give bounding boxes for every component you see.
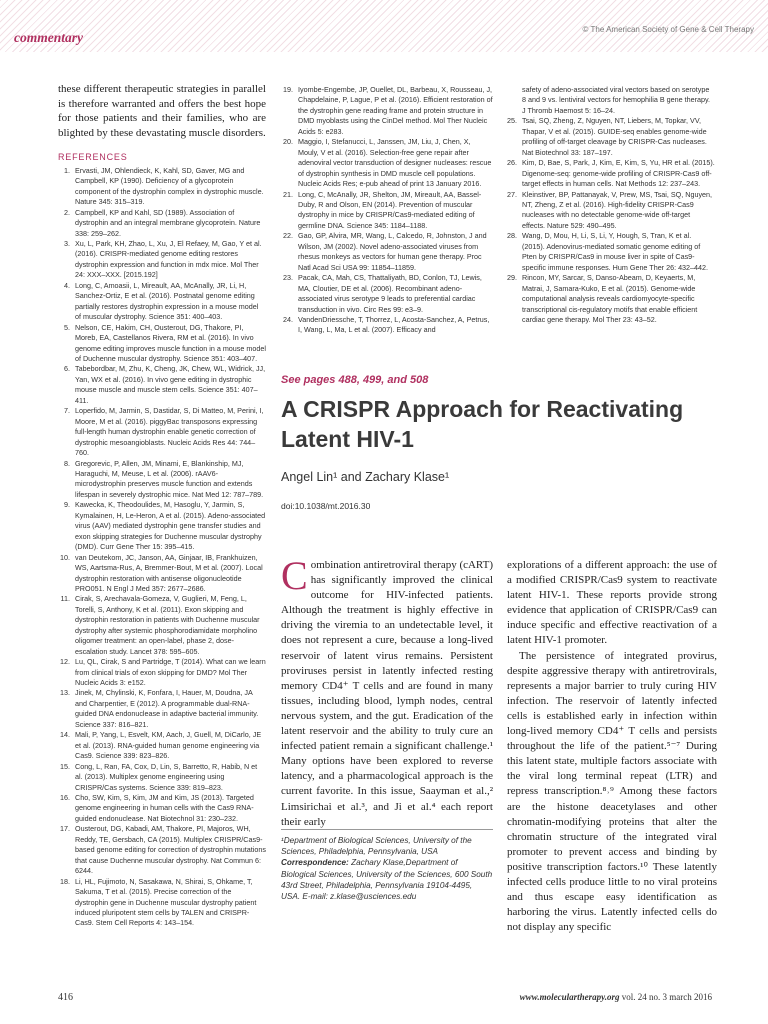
- reference-number: 6.: [64, 364, 70, 374]
- reference-number: 14.: [60, 730, 70, 740]
- reference-number: 9.: [64, 500, 70, 510]
- correspondence-text: Zachary Klase,Department of Biological Sciences, University of the Sciences, 600 South 43rd Street, Philadelphia, Pennsylvania 19104-4495, USA. E-mail: z.klase@usciences.edu: [281, 858, 493, 902]
- reference-item: [281, 315, 493, 336]
- intro-paragraph: these different therapeutic strategies in parallel is therefore warranted and offers the best hope for those patients and their families, who are blighted by these devastating muscle disorders.: [58, 83, 266, 139]
- reference-item: [58, 762, 266, 793]
- affiliation-text: ¹Department of Biological Sciences, University of the Sciences, Philadelphia, Pennsylvania, USA: [281, 836, 472, 857]
- reference-item: [281, 231, 493, 273]
- body-paragraph-1-text: ombination antiretroviral therapy (cART) has significantly improved the clinical outcome for HIV-infected patients. Although the treatment is highly effective in driving the viremia to an undetectable level, it does not represent a cure, because a long-lived reservoir of latent virus remains. Persistent proviruses persist in latently infected resting memory CD4⁺ T cells and are found in many tissues, including blood, lymph nodes, central nervous system, and the gut. Eradication of the latent reservoir and the ability to truly cure an infected patient remain a significant challenge.¹ Many options have been explored to reverse latency, and a pharmacological approach is the current favorite. In this issue, Saayman et al.,² Limsirichai et al.³, and Ji et al.⁴ each report their early: [281, 559, 493, 828]
- correspondence-label: Correspondence:: [281, 858, 349, 868]
- reference-text: Lu, QL, Cirak, S and Partridge, T (2014). What can we learn from clinical trials of exon skipping for DMD? Mol Ther Nucleic Acids 3: e152.: [75, 657, 266, 688]
- reference-item: [58, 730, 266, 761]
- reference-number: 16.: [60, 793, 70, 803]
- body-column-left: [281, 553, 493, 830]
- reference-item: [58, 166, 266, 208]
- reference-number: [505, 85, 522, 116]
- reference-item: [58, 824, 266, 876]
- reference-item: [505, 231, 715, 273]
- reference-number: 10.: [60, 552, 70, 562]
- reference-text: Cirak, S, Arechavala-Gomeza, V, Guglieri, M, Feng, L, Torelli, S, Anthony, K et al. (2011). Exon skipping and dystrophin restoration in patients with Duchenne muscular dystrophy after systemic phosphorodiamidate morpholino oligomer treatment: an open-label, phase 2, dose-escalation study. Lancet 378: 595–605.: [75, 594, 260, 656]
- reference-item: [58, 877, 266, 929]
- reference-number: 26.: [507, 158, 517, 168]
- middle-reference-column: [281, 85, 493, 336]
- reference-number: 11.: [60, 594, 70, 604]
- drop-cap: C: [281, 553, 308, 598]
- reference-text: Campbell, KP and Kahl, SD (1989). Association of dystrophin and an integral membrane glycoprotein. Nature 338: 259–262.: [75, 207, 261, 238]
- reference-item: [58, 406, 266, 458]
- body-paragraph-3: The persistence of integrated provirus, despite aggressive therapy with antiretrovirals, represents a major barrier to truly curing HIV infection. The reservoir of latently infected cells is established early in infection within long-lived memory CD4⁺ T cells and persists throughout the life of the patient.⁵⁻⁷ During this latent state, multiple factors associate with the viral long terminal repeat (LTR) and repress transcription.⁸˒⁹ Among these factors are the histone deacetylases and other chromatin-modifying proteins that alter the chromatin structure of the integrated viral promoter to prevent access and binding by positive transcription factors.¹⁰ These latently infected cells produce little to no viral proteins and thus escape easy identification as harboring the virus. Latently infected cells do not display any specific: [507, 649, 717, 934]
- reference-text: Xu, L, Park, KH, Zhao, L, Xu, J, El Refaey, M, Gao, Y et al. (2016). CRISPR-mediated genome editing restores dystrophin expression and function in mdx mice. Mol Ther 24: XXX–XXX. [2015.192]: [75, 239, 262, 280]
- reference-text: Mali, P, Yang, L, Esvelt, KM, Aach, J, Guell, M, DiCarlo, JE et al. (2013). RNA-guided human genome engineering via Cas9. Science 339: 823–826.: [75, 730, 262, 761]
- body-paragraph-1: [281, 553, 493, 830]
- reference-number: 7.: [64, 406, 70, 416]
- reference-number: 15.: [60, 761, 70, 771]
- reference-text: Kawecka, K, Theodoulides, M, Hasoglu, Y, Jarmin, S, Kymalainen, H, Le-Heron, A et al. (2015). Adeno-associated virus (AAV) mediated dystrophin gene transfer studies and exon skipping strategies for Duchenne muscular dystrophy (DMD). Curr Gene Ther 15: 395–415.: [75, 500, 266, 552]
- reference-item: [58, 688, 266, 730]
- reference-item: [58, 323, 266, 365]
- reference-text: Tsai, SQ, Zheng, Z, Nguyen, NT, Liebers, M, Topkar, VV, Thapar, V et al. (2015). GUIDE-seq enables genome-wide profiling of off-target cleavage by CRISPR-Cas nucleases. Nat Biotechnol 33: 187–197.: [522, 116, 707, 157]
- reference-text: Li, HL, Fujimoto, N, Sasakawa, N, Shirai, S, Ohkame, T, Sakuma, T et al. (2015). Precise correction of the dystrophin gene in Duchenne muscular dystrophy patient induced pluripotent stem cells by TALEN and CRISPR-Cas9. Stem Cell Reports 4: 143–154.: [75, 876, 257, 928]
- reference-number: 22.: [283, 231, 293, 241]
- page-number: 416: [58, 992, 73, 1003]
- reference-item: [58, 281, 266, 323]
- reference-text: Nelson, CE, Hakim, CH, Ousterout, DG, Thakore, PI, Moreb, EA, Castellanos Rivera, RM et al. (2016). In vivo genome editing improves muscle function in a mouse model of Duchenne muscular dystrophy. Science 351: 403–407.: [75, 322, 266, 363]
- reference-text: Kleinstiver, BP, Pattanayak, V, Prew, MS, Tsai, SQ, Nguyen, NT, Zheng, Z et al. (2016). High-fidelity CRISPR-Cas9 nucleases with no detectable genome-wide off-target effects. Nature 529: 490–495.: [522, 189, 713, 230]
- references-heading: REFERENCES: [58, 152, 128, 163]
- reference-item: [58, 364, 266, 406]
- reference-number: 8.: [64, 458, 70, 468]
- reference-text: Maggio, I, Stefanucci, L, Janssen, JM, Liu, J, Chen, X, Mouly, V et al. (2016). Selection-free gene repair after adenoviral vector transduction of designer nucleases: rescue of dystrophin synthesis in DMD muscle cell populations. Nucleic Acids Res; e-pub ahead of print 13 January 2016.: [298, 137, 492, 189]
- reference-text: Tabebordbar, M, Zhu, K, Cheng, JK, Chew, WL, Widrick, JJ, Yan, WX et al. (2016). In vivo gene editing in dystrophic mouse muscle and muscle stem cells. Science 351: 407–411.: [75, 364, 266, 405]
- reference-number: 29.: [507, 273, 517, 283]
- reference-item: [58, 459, 266, 501]
- reference-number: 5.: [64, 322, 70, 332]
- reference-number: 1.: [64, 165, 70, 175]
- reference-list-2: [281, 85, 493, 336]
- copyright-notice: © The American Society of Gene & Cell Therapy: [582, 25, 754, 34]
- reference-item: [505, 116, 715, 158]
- reference-item: [505, 273, 715, 325]
- right-reference-column: [505, 85, 715, 325]
- reference-text: Long, C, McAnally, JR, Shelton, JM, Mireault, AA, Bassel-Duby, R and Olson, EN (2014). Prevention of muscular dystrophy in mice by CRISPR/Cas9-mediated editing of germline DNA. Science 345: 1184–1188.: [298, 189, 482, 230]
- reference-number: 21.: [283, 189, 293, 199]
- reference-text: Jinek, M, Chylinski, K, Fonfara, I, Hauer, M, Doudna, JA and Charpentier, E (2012). A programmable dual-RNA-guided DNA endonuclease in adaptive bacterial immunity. Science 337: 816–821.: [75, 688, 259, 729]
- reference-item: [505, 85, 715, 116]
- reference-number: 13.: [60, 688, 70, 698]
- footnote-divider: [281, 829, 493, 830]
- reference-item: [58, 657, 266, 688]
- journal-footer: [520, 992, 712, 1002]
- reference-item: [58, 793, 266, 824]
- reference-number: 4.: [64, 280, 70, 290]
- reference-text: Cho, SW, Kim, S, Kim, JM and Kim, JS (2013). Targeted genome engineering in human cells with the Cas9 RNA-guided endonuclease. Nat Biotechnol 31: 230–232.: [75, 793, 254, 823]
- reference-text: safety of adeno-associated viral vectors based on serotype 8 and 9 vs. lentiviral vectors for hemophilia B gene therapy. J Thromb Haemost 5: 16–24.: [522, 85, 711, 115]
- author-affiliation: [281, 835, 493, 902]
- issue-info: vol. 24 no. 3 march 2016: [621, 992, 712, 1002]
- reference-text: van Deutekom, JC, Janson, AA, Ginjaar, IB, Frankhuizen, WS, Aartsma-Rus, A, Bremmer-Bout, M et al. (2007). Local dystrophin restoration with antisense oligonucleotide PRO051. N Engl J Med 357: 2677–2686.: [75, 552, 263, 593]
- reference-item: [58, 208, 266, 239]
- reference-list-3: [505, 85, 715, 325]
- reference-item: [281, 137, 493, 189]
- journal-url[interactable]: www.moleculartherapy.org: [519, 992, 620, 1002]
- reference-item: [281, 85, 493, 137]
- reference-number: 12.: [60, 657, 70, 667]
- reference-text: Kim, D, Bae, S, Park, J, Kim, E, Kim, S, Yu, HR et al. (2015). Digenome-seq: genome-wide profiling of CRISPR-Cas9 off-target effects in human cells. Nat Methods 12: 237–243.: [522, 158, 715, 189]
- reference-number: 17.: [60, 824, 70, 834]
- reference-text: VandenDriessche, T, Thorrez, L, Acosta-Sanchez, A, Petrus, I, Wang, L, Ma, L et al. (2007). Efficacy and: [298, 314, 490, 335]
- correspondence-block: [281, 857, 493, 902]
- reference-number: 18.: [60, 876, 70, 886]
- reference-number: 20.: [283, 137, 293, 147]
- reference-number: 25.: [507, 116, 517, 126]
- article-title: A CRISPR Approach for Reactivating Latent HIV-1: [281, 396, 684, 452]
- see-pages-link[interactable]: See pages 488, 499, and 508: [281, 374, 429, 386]
- reference-number: 19.: [283, 85, 293, 94]
- reference-number: 23.: [283, 273, 293, 283]
- reference-item: [58, 500, 266, 552]
- body-paragraph-2: explorations of a different approach: the use of a modified CRISPR/Cas9 system to reactivate latent HIV-1. These reports provide strong evidence that application of CRISPR/Cas9 can induce specific and effective reactivation of a latent HIV-1 promoter.: [507, 559, 717, 647]
- body-column-right: [507, 558, 717, 935]
- section-label: commentary: [14, 30, 83, 45]
- reference-item: [505, 190, 715, 232]
- reference-number: 27.: [507, 189, 517, 199]
- reference-number: 3.: [64, 239, 70, 248]
- reference-item: [281, 190, 493, 232]
- reference-number: 24.: [283, 314, 293, 324]
- reference-text: Iyombe-Engembe, JP, Ouellet, DL, Barbeau, X, Rousseau, J, Chapdelaine, P, Lague, P et al. (2016). Efficient restoration of the dystrophin gene reading frame and protein structure in DMD myoblasts using the CinDel method. Mol Ther Nucleic Acids 5: e283.: [298, 85, 493, 136]
- reference-text: Gao, GP, Alvira, MR, Wang, L, Calcedo, R, Johnston, J and Wilson, JM (2002). Novel adeno-associated viruses from rhesus monkeys as vectors for human gene therapy. Proc Natl Acad Sci USA 99: 11854–11859.: [298, 231, 487, 272]
- reference-number: 2.: [64, 207, 70, 217]
- reference-text: Rincon, MY, Sarcar, S, Danso-Abeam, D, Keyaerts, M, Matrai, J, Samara-Kuko, E et al. (2015). Genome-wide computational analysis reveals cardiomyocyte-specific transcriptional cis-regulatory motifs that enable efficient cardiac gene therapy. Mol Ther 23: 43–52.: [522, 273, 698, 324]
- reference-text: Ervasti, JM, Ohlendieck, K, Kahl, SD, Gaver, MG and Campbell, KP (1990). Deficiency of a glycoprotein component of the dystrophin complex in dystrophic muscle. Nature 345: 315–319.: [75, 165, 264, 207]
- reference-text: Gregorevic, P, Allen, JM, Minami, E, Blankinship, MJ, Haraguchi, M, Meuse, L et al. (2006). rAAV6-microdystrophin preserves muscle function and extends lifespan in severely dystrophic mice. Nat Med 12: 787–789.: [75, 458, 264, 499]
- article-authors: Angel Lin¹ and Zachary Klase¹: [281, 470, 450, 484]
- reference-text: Wang, D, Mou, H, Li, S, Li, Y, Hough, S, Tran, K et al. (2015). Adenovirus-mediated somatic genome editing of Pten by CRISPR/Cas9 in mouse liver in spite of Cas9-specific immune responses. Hum Gene Ther 26: 432–442.: [522, 231, 709, 272]
- reference-text: Long, C, Amoasii, L, Mireault, AA, McAnally, JR, Li, H, Sanchez-Ortiz, E et al. (2016). Postnatal genome editing partially restores dystrophin expression in a mouse model of muscular dystrophy. Science 351: 400–403.: [75, 280, 259, 322]
- reference-text: Pacak, CA, Mah, CS, Thattaliyath, BD, Conlon, TJ, Lewis, MA, Cloutier, DE et al. (2006). Recombinant adeno-associated virus serotype 9 leads to preferential cardiac transduction in vivo. Circ Res 99: e3–9.: [298, 273, 482, 314]
- left-column: [58, 82, 266, 929]
- reference-text: Cong, L, Ran, FA, Cox, D, Lin, S, Barretto, R, Habib, N et al. (2013). Multiplex genome engineering using CRISPR/Cas systems. Science 339: 819–823.: [75, 761, 258, 792]
- reference-item: [505, 158, 715, 189]
- reference-text: Loperfido, M, Jarmin, S, Dastidar, S, Di Matteo, M, Perini, I, Moore, M et al. (2016). piggyBac transposons expressing full-length human dystrophin enable genetic correction of dystrophic mesoangioblasts. Nucleic Acids Res 44: 744–760.: [75, 406, 264, 458]
- reference-number: 28.: [507, 231, 517, 241]
- reference-text: Ousterout, DG, Kabadi, AM, Thakore, PI, Majoros, WH, Reddy, TE, Gersbach, CA (2015). Multiplex CRISPR/Cas9-based genome editing for correction of dystrophin mutations that cause Duchenne muscular dystrophy. Nat Commun 6: 6244.: [75, 824, 266, 876]
- article-doi[interactable]: doi:10.1038/mt.2016.30: [281, 501, 371, 511]
- reference-item: [281, 273, 493, 315]
- reference-list-1: [58, 166, 266, 929]
- reference-item: [58, 594, 266, 657]
- reference-item: [58, 553, 266, 595]
- reference-item: [58, 239, 266, 281]
